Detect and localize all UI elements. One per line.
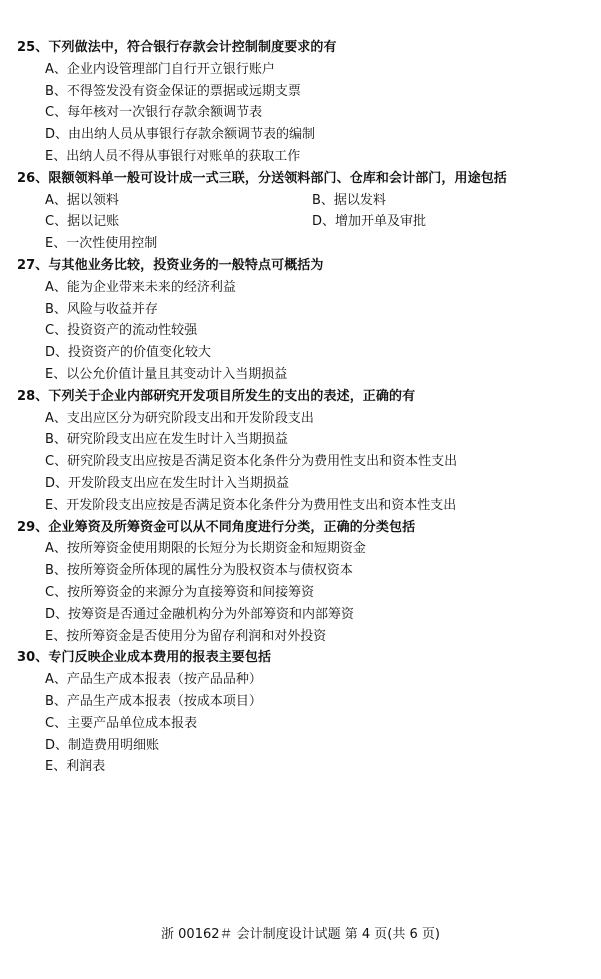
answer-option: C、每年核对一次银行存款余额调节表: [45, 105, 263, 121]
option-row: [17, 756, 587, 778]
option-row: [17, 560, 587, 582]
option-row: [17, 277, 587, 299]
question-stem: [17, 647, 587, 669]
answer-option: A、按所筹资金使用期限的长短分为长期资金和短期资金: [45, 541, 366, 557]
question: [17, 517, 587, 648]
option-row: [17, 691, 587, 713]
option-row: [17, 211, 587, 233]
option-row: [17, 124, 587, 146]
question-stem: [17, 517, 587, 539]
answer-option: C、研究阶段支出应按是否满足资本化条件分为费用性支出和资本性支出: [45, 454, 458, 470]
option-row: [17, 408, 587, 430]
answer-option: A、能为企业带来未来的经济利益: [45, 279, 236, 295]
question-stem: [17, 37, 587, 59]
option-row: [17, 626, 587, 648]
option-row: [17, 320, 587, 342]
answer-option: A、支出应区分为研究阶段支出和开发阶段支出: [45, 410, 314, 426]
option-row: [17, 429, 587, 451]
question-stem: [17, 255, 587, 277]
question-list: [17, 37, 587, 778]
option-row: [17, 473, 587, 495]
question-number: 27、: [17, 257, 49, 273]
question-number: 26、: [17, 170, 49, 186]
question-stem: [17, 386, 587, 408]
answer-option: D、按筹资是否通过金融机构分为外部筹资和内部筹资: [45, 606, 355, 622]
option-row: [17, 735, 587, 757]
option-row: [17, 59, 587, 81]
option-row: [17, 582, 587, 604]
answer-option: A、据以领料: [45, 192, 119, 208]
answer-option: B、研究阶段支出应在发生时计入当期损益: [45, 432, 288, 448]
answer-option: D、制造费用明细账: [45, 737, 160, 753]
question-text: 企业筹资及所筹资金可以从不同角度进行分类，正确的分类包括: [48, 519, 416, 535]
question-text: 下列关于企业内部研究开发项目所发生的支出的表述，正确的有: [48, 388, 416, 404]
answer-option: A、企业内设管理部门自行开立银行账户: [45, 61, 275, 77]
answer-option: B、据以发料: [312, 192, 386, 208]
question-text: 专门反映企业成本费用的报表主要包括: [48, 650, 272, 666]
option-row: [17, 342, 587, 364]
option-row: [17, 233, 587, 255]
option-row: [17, 364, 587, 386]
question-text: 与其他业务比较，投资业务的一般特点可概括为: [48, 257, 324, 273]
answer-option: E、出纳人员不得从事银行对账单的获取工作: [45, 148, 301, 164]
answer-option: E、一次性使用控制: [45, 236, 158, 252]
question: [17, 168, 587, 255]
answer-option: D、开发阶段支出应在发生时计入当期损益: [45, 475, 290, 491]
answer-option: D、由出纳人员从事银行存款余额调节表的编制: [45, 127, 316, 143]
option-row: [17, 495, 587, 517]
question: [17, 37, 587, 168]
question-number: 25、: [17, 40, 49, 55]
option-row: [17, 451, 587, 473]
question-number: 30、: [17, 650, 49, 666]
answer-option: B、按所筹资金所体现的属性分为股权资本与债权资本: [45, 563, 353, 579]
option-row: [17, 146, 587, 168]
answer-option: C、投资资产的流动性较强: [45, 323, 198, 339]
option-row: [17, 713, 587, 735]
question-number: 28、: [17, 388, 49, 404]
question-text: 下列做法中，符合银行存款会计控制制度要求的有: [48, 40, 337, 55]
answer-option: A、产品生产成本报表（按产品品种）: [45, 672, 262, 688]
option-row: [17, 299, 587, 321]
question-text: 限额领料单一般可设计成一式三联，分送领料部门、仓库和会计部门，用途包括: [48, 170, 507, 186]
option-row: [17, 669, 587, 691]
answer-option: E、开发阶段支出应按是否满足资本化条件分为费用性支出和资本性支出: [45, 497, 457, 513]
answer-option: B、产品生产成本报表（按成本项目）: [45, 693, 262, 709]
question: [17, 255, 587, 386]
answer-option: E、以公允价值计量且其变动计入当期损益: [45, 366, 288, 382]
question-stem: [17, 168, 587, 190]
answer-option: B、风险与收益并存: [45, 301, 158, 317]
answer-option: B、不得签发没有资金保证的票据或远期支票: [45, 83, 301, 99]
question: [17, 647, 587, 778]
answer-option: D、增加开单及审批: [312, 214, 427, 230]
answer-option: C、按所筹资金的来源分为直接筹资和间接筹资: [45, 584, 315, 600]
question: [17, 386, 587, 517]
page-footer: 浙 00162＃ 会计制度设计试题 第 4 页(共 6 页): [161, 927, 440, 942]
option-row: [17, 81, 587, 103]
option-row: [17, 538, 587, 560]
option-row: [17, 604, 587, 626]
answer-option: C、据以记账: [45, 214, 120, 230]
answer-option: D、投资资产的价值变化较大: [45, 345, 212, 361]
answer-option: E、按所筹资金是否使用分为留存利润和对外投资: [45, 628, 327, 644]
answer-option: C、主要产品单位成本报表: [45, 715, 198, 731]
answer-option: E、利润表: [45, 759, 106, 775]
option-row: [17, 190, 587, 212]
question-number: 29、: [17, 519, 49, 535]
option-row: [17, 102, 587, 124]
